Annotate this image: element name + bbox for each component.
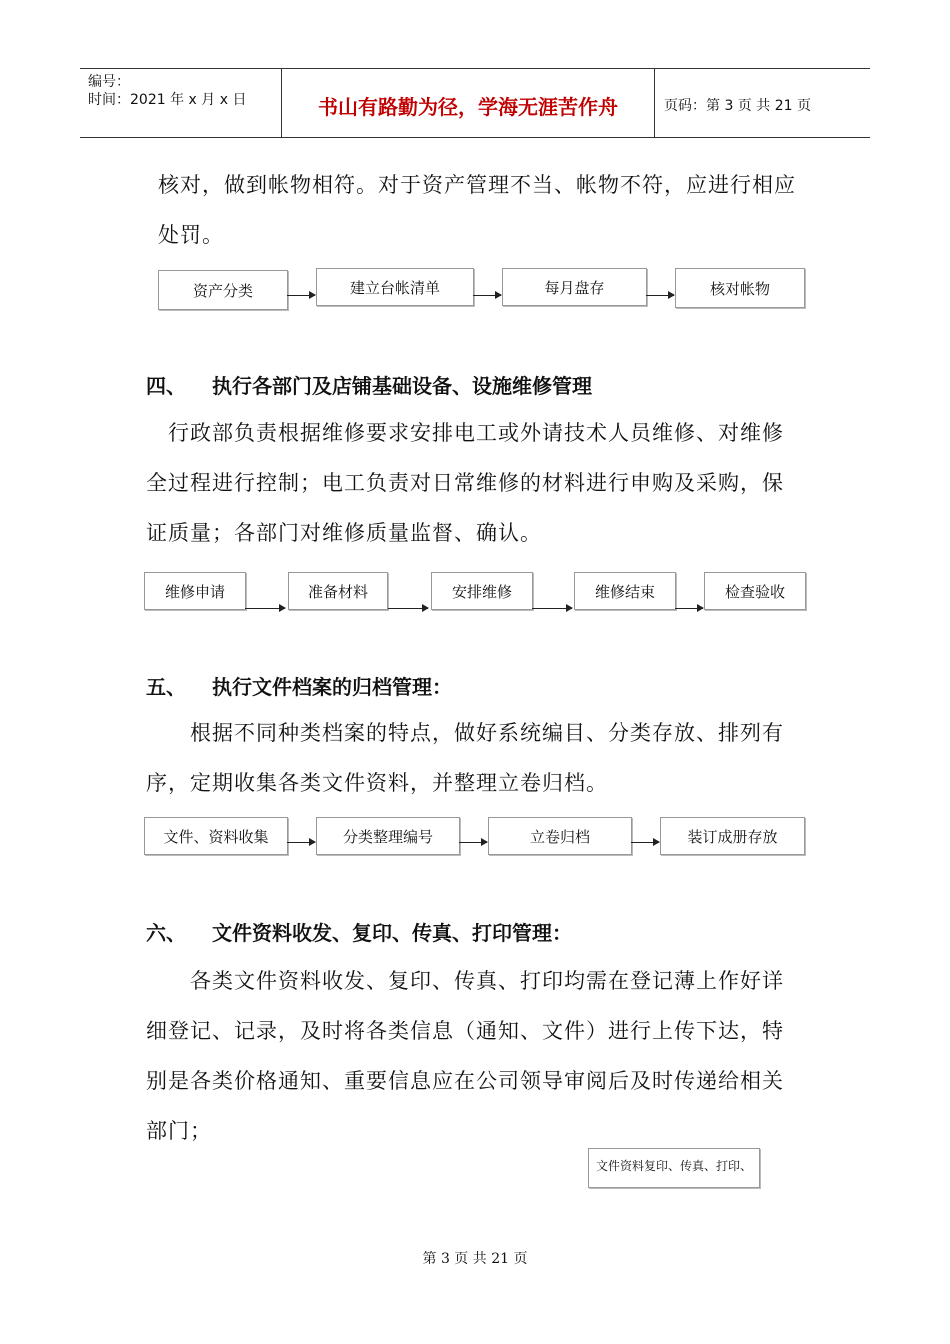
- header-number: 编号：: [88, 74, 130, 90]
- section-title: 文件资料收发、复印、传真、打印管理：: [212, 921, 572, 945]
- section-number: 六、: [146, 921, 186, 945]
- section-5-paragraph: [146, 708, 784, 808]
- flow-step: 检查验收: [704, 572, 806, 610]
- section-4-paragraph: [146, 408, 784, 558]
- section-number: 四、: [146, 374, 186, 398]
- flow-arrow: [459, 842, 487, 843]
- section-heading-6: [146, 917, 572, 946]
- paragraph-line: 别是各类价格通知、重要信息应在公司领导审阅后及时传递给相关: [146, 1069, 784, 1093]
- flow-step: 资产分类: [158, 270, 288, 310]
- section-title: 执行文件档案的归档管理：: [212, 675, 452, 699]
- section-heading-4: [146, 370, 592, 399]
- section-6-paragraph: [146, 956, 784, 1156]
- flow-step: 装订成册存放: [660, 817, 805, 855]
- paragraph-line: 各类文件资料收发、复印、传真、打印均需在登记薄上作好详: [190, 969, 784, 993]
- flow-arrow: [388, 608, 428, 609]
- paragraph-line: 核对，做到帐物相符。对于资产管理不当、帐物不符，应进行相应: [158, 173, 796, 197]
- flow-step: 文件、资料收集: [144, 817, 288, 855]
- flow-step: 安排维修: [431, 572, 533, 610]
- flow-step: 维修申请: [144, 572, 246, 610]
- header-time: 时间：2021 年 x 月 x 日: [88, 92, 247, 108]
- flow-step: 分类整理编号: [316, 817, 460, 855]
- flow-step: 文件资料复印、传真、打印、: [588, 1148, 760, 1188]
- paragraph-line: 细登记、记录，及时将各类信息（通知、文件）进行上传下达，特: [146, 1019, 784, 1043]
- paragraph-line: 全过程进行控制；电工负责对日常维修的材料进行申购及采购，保: [146, 471, 784, 495]
- paragraph-line: 证质量；各部门对维修质量监督、确认。: [146, 521, 542, 545]
- page-footer: 第 3 页 共 21 页: [422, 1251, 528, 1267]
- flow-arrow: [245, 608, 285, 609]
- flow-arrow: [675, 608, 703, 609]
- paragraph-line: 序，定期收集各类文件资料，并整理立卷归档。: [146, 771, 608, 795]
- flow-arrow: [532, 608, 572, 609]
- flow-step: 立卷归档: [488, 817, 632, 855]
- section-heading-5: [146, 671, 452, 700]
- flow-arrow: [287, 295, 315, 296]
- section-title: 执行各部门及店铺基础设备、设施维修管理: [212, 374, 592, 398]
- paragraph-line: 根据不同种类档案的特点，做好系统编目、分类存放、排列有: [190, 721, 784, 745]
- flow-arrow: [287, 842, 315, 843]
- flow-step: 核对帐物: [675, 268, 805, 308]
- paragraph-line: 部门；: [146, 1119, 212, 1143]
- intro-paragraph: [158, 160, 796, 260]
- flow-arrow: [631, 842, 659, 843]
- header-motto: 书山有路勤为径，学海无涯苦作舟: [318, 95, 618, 119]
- paragraph-line: 行政部负责根据维修要求安排电工或外请技术人员维修、对维修: [168, 421, 784, 445]
- flow-step: 建立台帐清单: [316, 268, 474, 306]
- flow-step: 每月盘存: [502, 268, 647, 306]
- page-header: [80, 68, 870, 138]
- flow-arrow: [646, 295, 674, 296]
- header-divider: [654, 69, 655, 137]
- flow-step: 维修结束: [574, 572, 676, 610]
- flow-step: 准备材料: [288, 572, 388, 610]
- paragraph-line: 处罚。: [158, 223, 224, 247]
- header-page-info: 页码：第 3 页 共 21 页: [664, 98, 811, 114]
- header-meta: [88, 73, 246, 109]
- section-number: 五、: [146, 675, 186, 699]
- flow-arrow: [473, 295, 501, 296]
